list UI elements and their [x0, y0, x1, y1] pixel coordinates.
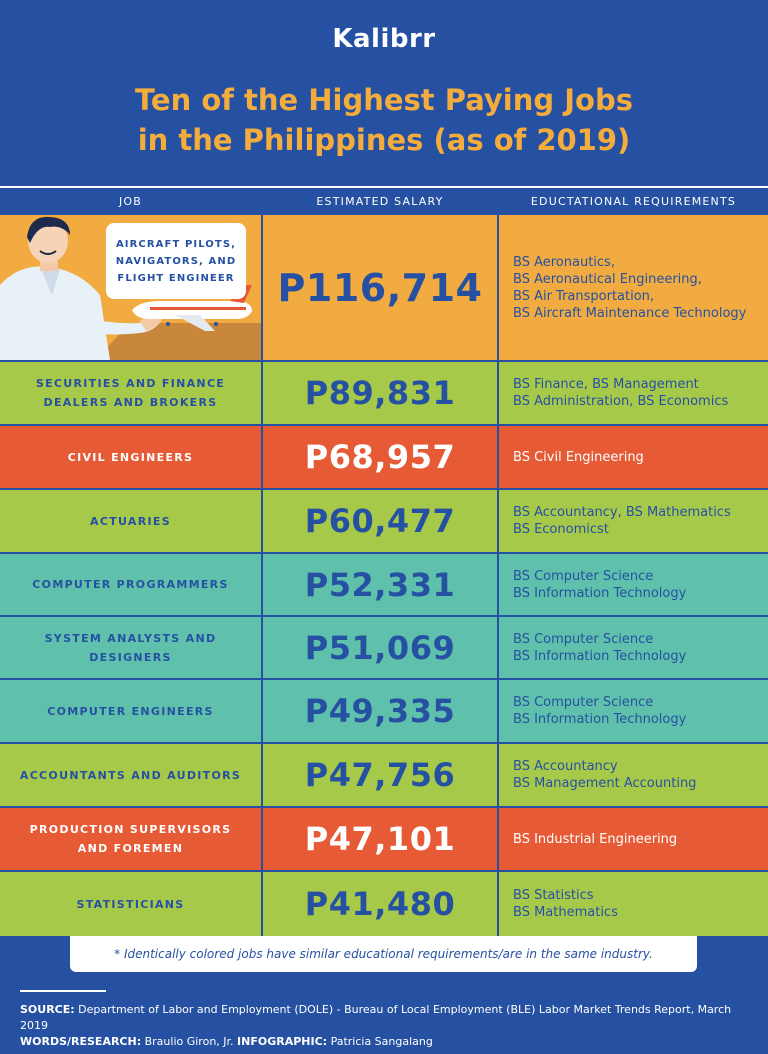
salary-value: P51,069 — [261, 617, 499, 678]
job-label: ACCOUNTANTS AND AUDITORS — [19, 768, 242, 782]
education-line: BS Civil Engineering — [513, 449, 644, 465]
salary-value: P41,480 — [261, 872, 499, 936]
infographic-text: Patricia Sangalang — [330, 1035, 433, 1048]
pilot-illustration — [0, 215, 261, 360]
education-line: BS Aircraft Maintenance Technology — [513, 305, 747, 321]
job-label: SECURITIES AND FINANCE DEALERS AND BROKERS — [35, 377, 226, 409]
education-line: BS Aeronautics, — [513, 254, 615, 270]
education-cell — [499, 808, 768, 870]
salary-value: P47,756 — [261, 744, 499, 806]
source-line — [20, 1002, 760, 1034]
salary-value: P47,101 — [261, 808, 499, 870]
table-row — [0, 362, 768, 426]
header-salary: ESTIMATED SALARY — [316, 195, 444, 208]
table-row — [0, 426, 768, 490]
salary-value: P52,331 — [261, 554, 499, 615]
infographic-label: INFOGRAPHIC: — [237, 1035, 328, 1048]
credits-line — [20, 1034, 760, 1050]
education-line: BS Information Technology — [513, 585, 687, 601]
education-line: BS Accountancy, BS Mathematics — [513, 505, 731, 520]
job-label: COMPUTER PROGRAMMERS — [32, 578, 229, 591]
education-line: BS Administration, BS Economics — [513, 394, 729, 409]
education-cell — [499, 362, 768, 424]
salary-value: P89,831 — [261, 362, 499, 424]
education-line: BS Accountancy — [513, 759, 618, 774]
table-row — [0, 215, 768, 362]
education-line: BS Statistics — [513, 888, 594, 903]
header-education: EDUCTATIONAL REQUIREMENTS — [530, 195, 737, 208]
source-text: Department of Labor and Employment (DOLE) - Bureau of Local Employment (BLE) Labor Market Trends Report, March 2019 — [20, 1003, 732, 1032]
education-line: BS Mathematics — [513, 905, 618, 920]
education-line: BS Information Technology — [513, 648, 687, 664]
salary-value: P49,335 — [261, 680, 499, 742]
salary-value: P60,477 — [261, 490, 499, 552]
brand-name: Kalibrr — [332, 24, 436, 54]
table-row — [0, 808, 768, 872]
education-cell — [499, 744, 768, 806]
education-line: BS Economicst — [513, 522, 609, 537]
education-cell — [499, 490, 768, 552]
education-line: BS Information Technology — [513, 712, 687, 727]
table-row — [0, 872, 768, 936]
education-line: BS Aeronautical Engineering, — [513, 271, 702, 287]
table-row — [0, 744, 768, 808]
education-line: BS Industrial Engineering — [513, 831, 678, 847]
education-line: BS Air Transportation, — [513, 288, 655, 304]
job-label: CIVIL ENGINEERS — [67, 450, 194, 464]
table-row — [0, 617, 768, 680]
job-label: SYSTEM ANALYSTS AND DESIGNERS — [44, 631, 217, 664]
education-cell — [499, 215, 768, 360]
education-line: BS Finance, BS Management — [513, 377, 699, 392]
salary-value: P116,714 — [261, 215, 499, 360]
header-job: JOB — [118, 195, 143, 208]
job-label: STATISTICIANS — [76, 897, 185, 911]
education-cell — [499, 680, 768, 742]
table-row — [0, 680, 768, 744]
education-cell — [499, 426, 768, 488]
job-label: PRODUCTION SUPERVISORS AND FOREMEN — [29, 823, 232, 855]
job-label: AIRCRAFT PILOTS, NAVIGATORS, AND FLIGHT ENGINEER — [106, 223, 246, 299]
source-label: SOURCE: — [20, 1003, 75, 1016]
table-row — [0, 554, 768, 617]
divider — [20, 990, 106, 992]
education-line: BS Computer Science — [513, 631, 654, 647]
education-line: BS Management Accounting — [513, 776, 697, 791]
title-line-1: Ten of the Highest Paying Jobs — [135, 83, 633, 117]
salary-value: P68,957 — [261, 426, 499, 488]
job-label: ACTUARIES — [90, 514, 171, 528]
education-cell — [499, 554, 768, 615]
credits — [20, 1002, 760, 1050]
words-label: WORDS/RESEARCH: — [20, 1035, 142, 1048]
education-cell — [499, 872, 768, 936]
table-row — [0, 490, 768, 554]
title-line-2: in the Philippines (as of 2019) — [137, 123, 631, 157]
page-title — [0, 80, 768, 160]
education-cell — [499, 617, 768, 678]
footnote: * Identically colored jobs have similar educational requirements/are in the same industry. — [70, 936, 697, 972]
table-header — [0, 186, 768, 217]
words-text: Braulio Giron, Jr. — [144, 1035, 234, 1048]
kalibrr-logo — [0, 24, 768, 54]
education-line: BS Computer Science — [513, 695, 654, 710]
education-line: BS Computer Science — [513, 568, 654, 584]
job-label: COMPUTER ENGINEERS — [47, 704, 214, 718]
